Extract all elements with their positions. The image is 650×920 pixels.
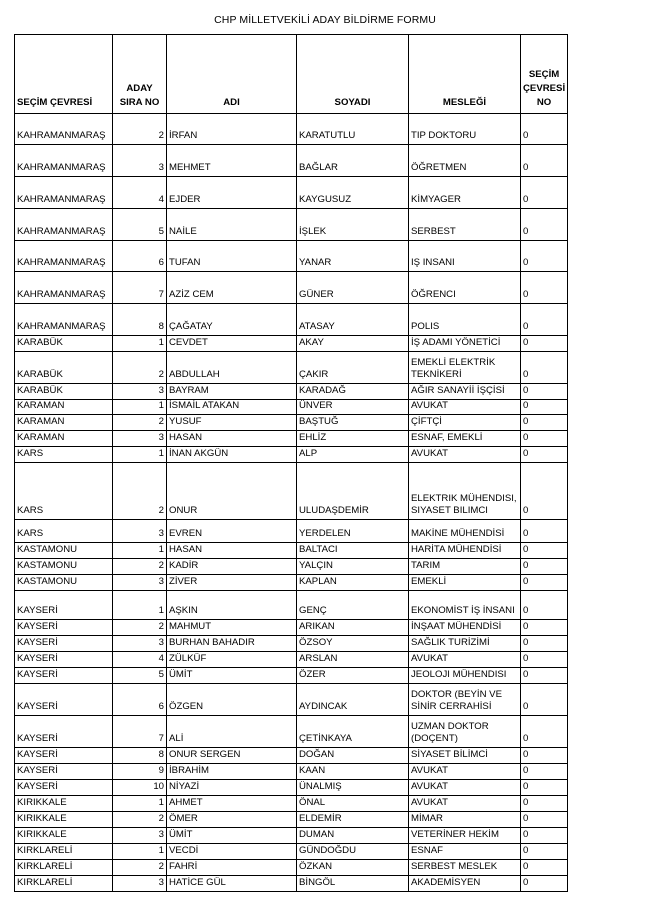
- cell-meslegi: POLIS: [409, 304, 521, 336]
- cell-cevre-no: 0: [521, 463, 568, 520]
- table-row: [15, 415, 568, 431]
- cell-adi: CEVDET: [167, 336, 297, 352]
- cell-soyadi: ÜNVER: [297, 400, 409, 415]
- cell-sira-no: 1: [113, 400, 167, 415]
- table-row: [15, 384, 568, 400]
- cell-adi: HATİCE GÜL: [167, 876, 297, 892]
- cell-sira-no: 7: [113, 272, 167, 304]
- cell-sira-no: 4: [113, 652, 167, 668]
- cell-secim-cevresi: KAHRAMANMARAŞ: [15, 209, 113, 241]
- cell-cevre-no: 0: [521, 415, 568, 431]
- cell-meslegi: EMEKLİ ELEKTRİK TEKNİKERİ: [409, 352, 521, 384]
- cell-sira-no: 1: [113, 844, 167, 860]
- cell-sira-no: 4: [113, 177, 167, 209]
- cell-adi: ÇAĞATAY: [167, 304, 297, 336]
- header-secim-cevresi: [15, 35, 113, 114]
- cell-secim-cevresi: KAYSERİ: [15, 780, 113, 796]
- cell-sira-no: 1: [113, 796, 167, 812]
- cell-secim-cevresi: KARABÜK: [15, 336, 113, 352]
- cell-meslegi: SERBEST MESLEK: [409, 860, 521, 876]
- cell-cevre-no: 0: [521, 145, 568, 177]
- cell-soyadi: ÖZSOY: [297, 636, 409, 652]
- cell-cevre-no: 0: [521, 520, 568, 543]
- cell-soyadi: ARSLAN: [297, 652, 409, 668]
- cell-meslegi: IŞ INSANI: [409, 241, 521, 272]
- cell-cevre-no: 0: [521, 114, 568, 145]
- cell-adi: ÖMER: [167, 812, 297, 828]
- header-line: ADAY: [126, 83, 153, 94]
- cell-meslegi: EKONOMİST İŞ İNSANI: [409, 591, 521, 620]
- cell-sira-no: 2: [113, 860, 167, 876]
- cell-secim-cevresi: KIRKLARELİ: [15, 844, 113, 860]
- cell-cevre-no: 0: [521, 780, 568, 796]
- header-line: ADI: [223, 97, 240, 108]
- cell-secim-cevresi: KAYSERİ: [15, 668, 113, 684]
- header-adi: [167, 35, 297, 114]
- cell-secim-cevresi: KAHRAMANMARAŞ: [15, 177, 113, 209]
- cell-secim-cevresi: KARABÜK: [15, 352, 113, 384]
- cell-meslegi: AVUKAT: [409, 796, 521, 812]
- cell-sira-no: 3: [113, 431, 167, 447]
- cell-secim-cevresi: KARS: [15, 447, 113, 463]
- cell-adi: EVREN: [167, 520, 297, 543]
- cell-secim-cevresi: KARS: [15, 463, 113, 520]
- cell-meslegi: VETERİNER HEKİM: [409, 828, 521, 844]
- cell-meslegi: MİMAR: [409, 812, 521, 828]
- cell-secim-cevresi: KAHRAMANMARAŞ: [15, 241, 113, 272]
- cell-secim-cevresi: KAYSERİ: [15, 684, 113, 716]
- cell-cevre-no: 0: [521, 304, 568, 336]
- table-row: [15, 336, 568, 352]
- cell-adi: ÖZGEN: [167, 684, 297, 716]
- cell-adi: İNAN AKGÜN: [167, 447, 297, 463]
- cell-adi: ABDULLAH: [167, 352, 297, 384]
- cell-sira-no: 6: [113, 241, 167, 272]
- header-meslegi: [409, 35, 521, 114]
- cell-secim-cevresi: KARAMAN: [15, 415, 113, 431]
- cell-soyadi: DUMAN: [297, 828, 409, 844]
- cell-meslegi: JEOLOJI MÜHENDISI: [409, 668, 521, 684]
- cell-cevre-no: 0: [521, 447, 568, 463]
- cell-adi: FAHRİ: [167, 860, 297, 876]
- cell-sira-no: 10: [113, 780, 167, 796]
- header-line: SIRA NO: [119, 97, 160, 108]
- cell-cevre-no: 0: [521, 272, 568, 304]
- cell-adi: NİYAZİ: [167, 780, 297, 796]
- cell-adi: İSMAİL ATAKAN: [167, 400, 297, 415]
- cell-soyadi: KAPLAN: [297, 575, 409, 591]
- cell-sira-no: 3: [113, 828, 167, 844]
- cell-adi: ZÜLKÜF: [167, 652, 297, 668]
- cell-soyadi: ALP: [297, 447, 409, 463]
- cell-meslegi: SİYASET BİLİMCİ: [409, 748, 521, 764]
- cell-meslegi: DOKTOR (BEYİN VE SİNİR CERRAHİSİ: [409, 684, 521, 716]
- cell-meslegi: AVUKAT: [409, 447, 521, 463]
- header-line: ÇEVRESİ: [523, 83, 566, 94]
- header-line: NO: [536, 97, 552, 108]
- cell-meslegi: ESNAF: [409, 844, 521, 860]
- cell-adi: BAYRAM: [167, 384, 297, 400]
- cell-adi: ZİVER: [167, 575, 297, 591]
- cell-soyadi: YERDELEN: [297, 520, 409, 543]
- cell-cevre-no: 0: [521, 652, 568, 668]
- cell-adi: VECDİ: [167, 844, 297, 860]
- cell-sira-no: 1: [113, 591, 167, 620]
- cell-soyadi: YALÇIN: [297, 559, 409, 575]
- cell-sira-no: 6: [113, 684, 167, 716]
- cell-meslegi: TARIM: [409, 559, 521, 575]
- cell-meslegi: AVUKAT: [409, 780, 521, 796]
- cell-soyadi: BAŞTUĞ: [297, 415, 409, 431]
- table-row: [15, 400, 568, 415]
- table-row: [15, 652, 568, 668]
- table-row: [15, 684, 568, 716]
- cell-secim-cevresi: KAHRAMANMARAŞ: [15, 145, 113, 177]
- cell-sira-no: 3: [113, 145, 167, 177]
- cell-soyadi: ELDEMİR: [297, 812, 409, 828]
- cell-soyadi: ÖNAL: [297, 796, 409, 812]
- cell-secim-cevresi: KASTAMONU: [15, 575, 113, 591]
- table-row: [15, 352, 568, 384]
- cell-secim-cevresi: KAYSERİ: [15, 620, 113, 636]
- table-row: [15, 876, 568, 892]
- table-row: [15, 591, 568, 620]
- cell-soyadi: BİNGÖL: [297, 876, 409, 892]
- cell-secim-cevresi: KAYSERİ: [15, 716, 113, 748]
- cell-meslegi: TIP DOKTORU: [409, 114, 521, 145]
- table-row: [15, 844, 568, 860]
- cell-secim-cevresi: KARS: [15, 520, 113, 543]
- cell-cevre-no: 0: [521, 844, 568, 860]
- cell-adi: BURHAN BAHADIR: [167, 636, 297, 652]
- cell-adi: EJDER: [167, 177, 297, 209]
- cell-meslegi: ELEKTRIK MÜHENDISI, SIYASET BILIMCI: [409, 463, 521, 520]
- cell-cevre-no: 0: [521, 559, 568, 575]
- cell-sira-no: 1: [113, 336, 167, 352]
- cell-meslegi: AVUKAT: [409, 764, 521, 780]
- cell-meslegi: UZMAN DOKTOR (DOÇENT): [409, 716, 521, 748]
- cell-meslegi: AĞIR SANAYİİ İŞÇİSİ: [409, 384, 521, 400]
- cell-soyadi: AYDINCAK: [297, 684, 409, 716]
- cell-soyadi: BAĞLAR: [297, 145, 409, 177]
- table-row: [15, 431, 568, 447]
- cell-cevre-no: 0: [521, 384, 568, 400]
- cell-cevre-no: 0: [521, 764, 568, 780]
- cell-secim-cevresi: KASTAMONU: [15, 543, 113, 559]
- cell-adi: KADİR: [167, 559, 297, 575]
- cell-sira-no: 7: [113, 716, 167, 748]
- cell-adi: İBRAHİM: [167, 764, 297, 780]
- cell-secim-cevresi: KAHRAMANMARAŞ: [15, 114, 113, 145]
- cell-sira-no: 2: [113, 114, 167, 145]
- cell-soyadi: GENÇ: [297, 591, 409, 620]
- table-row: [15, 272, 568, 304]
- cell-secim-cevresi: KARAMAN: [15, 431, 113, 447]
- header-line: SOYADI: [334, 97, 371, 108]
- table-row: [15, 812, 568, 828]
- cell-sira-no: 5: [113, 668, 167, 684]
- cell-adi: YUSUF: [167, 415, 297, 431]
- cell-secim-cevresi: KAHRAMANMARAŞ: [15, 304, 113, 336]
- table-row: [15, 716, 568, 748]
- cell-secim-cevresi: KIRIKKALE: [15, 812, 113, 828]
- cell-cevre-no: 0: [521, 748, 568, 764]
- cell-sira-no: 2: [113, 352, 167, 384]
- cell-cevre-no: 0: [521, 241, 568, 272]
- cell-secim-cevresi: KIRKLARELİ: [15, 860, 113, 876]
- cell-cevre-no: 0: [521, 860, 568, 876]
- header-aday-sira-no: [113, 35, 167, 114]
- cell-sira-no: 3: [113, 520, 167, 543]
- cell-soyadi: DOĞAN: [297, 748, 409, 764]
- cell-secim-cevresi: KAYSERİ: [15, 764, 113, 780]
- cell-secim-cevresi: KIRIKKALE: [15, 796, 113, 812]
- cell-adi: AZİZ CEM: [167, 272, 297, 304]
- table-row: [15, 575, 568, 591]
- cell-sira-no: 8: [113, 304, 167, 336]
- cell-cevre-no: 0: [521, 876, 568, 892]
- header-line: MESLEĞİ: [442, 97, 487, 108]
- cell-secim-cevresi: KARABÜK: [15, 384, 113, 400]
- cell-secim-cevresi: KAYSERİ: [15, 748, 113, 764]
- table-row: [15, 559, 568, 575]
- cell-meslegi: AVUKAT: [409, 400, 521, 415]
- table-row: [15, 668, 568, 684]
- cell-cevre-no: 0: [521, 636, 568, 652]
- table-row: [15, 520, 568, 543]
- cell-cevre-no: 0: [521, 209, 568, 241]
- table-row: [15, 114, 568, 145]
- cell-adi: NAİLE: [167, 209, 297, 241]
- cell-secim-cevresi: KIRKLARELİ: [15, 876, 113, 892]
- cell-meslegi: ÖĞRENCI: [409, 272, 521, 304]
- cell-sira-no: 2: [113, 415, 167, 431]
- cell-sira-no: 3: [113, 876, 167, 892]
- cell-soyadi: GÜNDOĞDU: [297, 844, 409, 860]
- cell-soyadi: KAAN: [297, 764, 409, 780]
- cell-sira-no: 3: [113, 575, 167, 591]
- table-row: [15, 780, 568, 796]
- cell-soyadi: AKAY: [297, 336, 409, 352]
- cell-meslegi: MAKİNE MÜHENDİSİ: [409, 520, 521, 543]
- cell-adi: HASAN: [167, 543, 297, 559]
- cell-cevre-no: 0: [521, 828, 568, 844]
- cell-meslegi: SERBEST: [409, 209, 521, 241]
- cell-sira-no: 8: [113, 748, 167, 764]
- cell-secim-cevresi: KAHRAMANMARAŞ: [15, 272, 113, 304]
- cell-sira-no: 5: [113, 209, 167, 241]
- cell-meslegi: ÇİFTÇİ: [409, 415, 521, 431]
- cell-cevre-no: 0: [521, 812, 568, 828]
- cell-adi: ÜMİT: [167, 828, 297, 844]
- cell-adi: MEHMET: [167, 145, 297, 177]
- cell-adi: MAHMUT: [167, 620, 297, 636]
- cell-sira-no: 2: [113, 620, 167, 636]
- table-row: [15, 177, 568, 209]
- cell-secim-cevresi: KAYSERİ: [15, 652, 113, 668]
- table-body: [15, 114, 568, 892]
- cell-soyadi: KARATUTLU: [297, 114, 409, 145]
- cell-cevre-no: 0: [521, 591, 568, 620]
- table-row: [15, 764, 568, 780]
- cell-sira-no: 1: [113, 543, 167, 559]
- cell-cevre-no: 0: [521, 620, 568, 636]
- cell-adi: ONUR SERGEN: [167, 748, 297, 764]
- table-row: [15, 463, 568, 520]
- cell-meslegi: EMEKLİ: [409, 575, 521, 591]
- cell-meslegi: HARİTA MÜHENDİSİ: [409, 543, 521, 559]
- cell-cevre-no: 0: [521, 543, 568, 559]
- cell-meslegi: KİMYAGER: [409, 177, 521, 209]
- cell-cevre-no: 0: [521, 796, 568, 812]
- form-title: CHP MİLLETVEKİLİ ADAY BİLDİRME FORMU: [214, 14, 436, 26]
- cell-cevre-no: 0: [521, 177, 568, 209]
- cell-secim-cevresi: KAYSERİ: [15, 591, 113, 620]
- cell-sira-no: 3: [113, 636, 167, 652]
- cell-soyadi: İŞLEK: [297, 209, 409, 241]
- table-row: [15, 241, 568, 272]
- cell-cevre-no: 0: [521, 352, 568, 384]
- cell-soyadi: KARADAĞ: [297, 384, 409, 400]
- table-row: [15, 748, 568, 764]
- table-row: [15, 636, 568, 652]
- cell-soyadi: ATASAY: [297, 304, 409, 336]
- cell-soyadi: GÜNER: [297, 272, 409, 304]
- table-row: [15, 796, 568, 812]
- cell-secim-cevresi: KARAMAN: [15, 400, 113, 415]
- cell-meslegi: SAĞLIK TURİZİMİ: [409, 636, 521, 652]
- table-row: [15, 304, 568, 336]
- header-soyadi: [297, 35, 409, 114]
- table-row: [15, 620, 568, 636]
- cell-soyadi: ÇETİNKAYA: [297, 716, 409, 748]
- cell-cevre-no: 0: [521, 716, 568, 748]
- cell-soyadi: YANAR: [297, 241, 409, 272]
- cell-cevre-no: 0: [521, 431, 568, 447]
- cell-sira-no: 3: [113, 384, 167, 400]
- cell-soyadi: ÖZKAN: [297, 860, 409, 876]
- candidate-table: [14, 34, 568, 892]
- cell-adi: HASAN: [167, 431, 297, 447]
- cell-soyadi: EHLİZ: [297, 431, 409, 447]
- cell-adi: AŞKIN: [167, 591, 297, 620]
- cell-soyadi: ULUDAŞDEMİR: [297, 463, 409, 520]
- header-line: SEÇİM: [528, 69, 560, 80]
- cell-meslegi: ESNAF, EMEKLİ: [409, 431, 521, 447]
- cell-meslegi: ÖĞRETMEN: [409, 145, 521, 177]
- cell-meslegi: İNŞAAT MÜHENDİSİ: [409, 620, 521, 636]
- cell-adi: AHMET: [167, 796, 297, 812]
- cell-adi: TUFAN: [167, 241, 297, 272]
- cell-adi: ÜMİT: [167, 668, 297, 684]
- header-line: SEÇİM ÇEVRESİ: [17, 97, 93, 108]
- cell-sira-no: 1: [113, 447, 167, 463]
- cell-secim-cevresi: KASTAMONU: [15, 559, 113, 575]
- cell-adi: ALİ: [167, 716, 297, 748]
- cell-sira-no: 2: [113, 812, 167, 828]
- cell-secim-cevresi: KAYSERİ: [15, 636, 113, 652]
- cell-sira-no: 2: [113, 463, 167, 520]
- header-secim-cevresi-no: [521, 35, 568, 114]
- cell-adi: ONUR: [167, 463, 297, 520]
- cell-soyadi: KAYGUSUZ: [297, 177, 409, 209]
- cell-cevre-no: 0: [521, 336, 568, 352]
- table-row: [15, 828, 568, 844]
- cell-soyadi: ARIKAN: [297, 620, 409, 636]
- cell-cevre-no: 0: [521, 400, 568, 415]
- table-row: [15, 543, 568, 559]
- header-row: [15, 35, 568, 114]
- cell-secim-cevresi: KIRIKKALE: [15, 828, 113, 844]
- table-row: [15, 860, 568, 876]
- cell-sira-no: 2: [113, 559, 167, 575]
- table-row: [15, 145, 568, 177]
- table-row: [15, 209, 568, 241]
- cell-meslegi: İŞ ADAMI YÖNETİCİ: [409, 336, 521, 352]
- cell-cevre-no: 0: [521, 684, 568, 716]
- cell-soyadi: ÖZER: [297, 668, 409, 684]
- table-row: [15, 447, 568, 463]
- cell-cevre-no: 0: [521, 668, 568, 684]
- cell-soyadi: ÇAKIR: [297, 352, 409, 384]
- cell-adi: İRFAN: [167, 114, 297, 145]
- cell-soyadi: ÜNALMIŞ: [297, 780, 409, 796]
- cell-meslegi: AKADEMİSYEN: [409, 876, 521, 892]
- cell-sira-no: 9: [113, 764, 167, 780]
- cell-meslegi: AVUKAT: [409, 652, 521, 668]
- cell-cevre-no: 0: [521, 575, 568, 591]
- cell-soyadi: BALTACI: [297, 543, 409, 559]
